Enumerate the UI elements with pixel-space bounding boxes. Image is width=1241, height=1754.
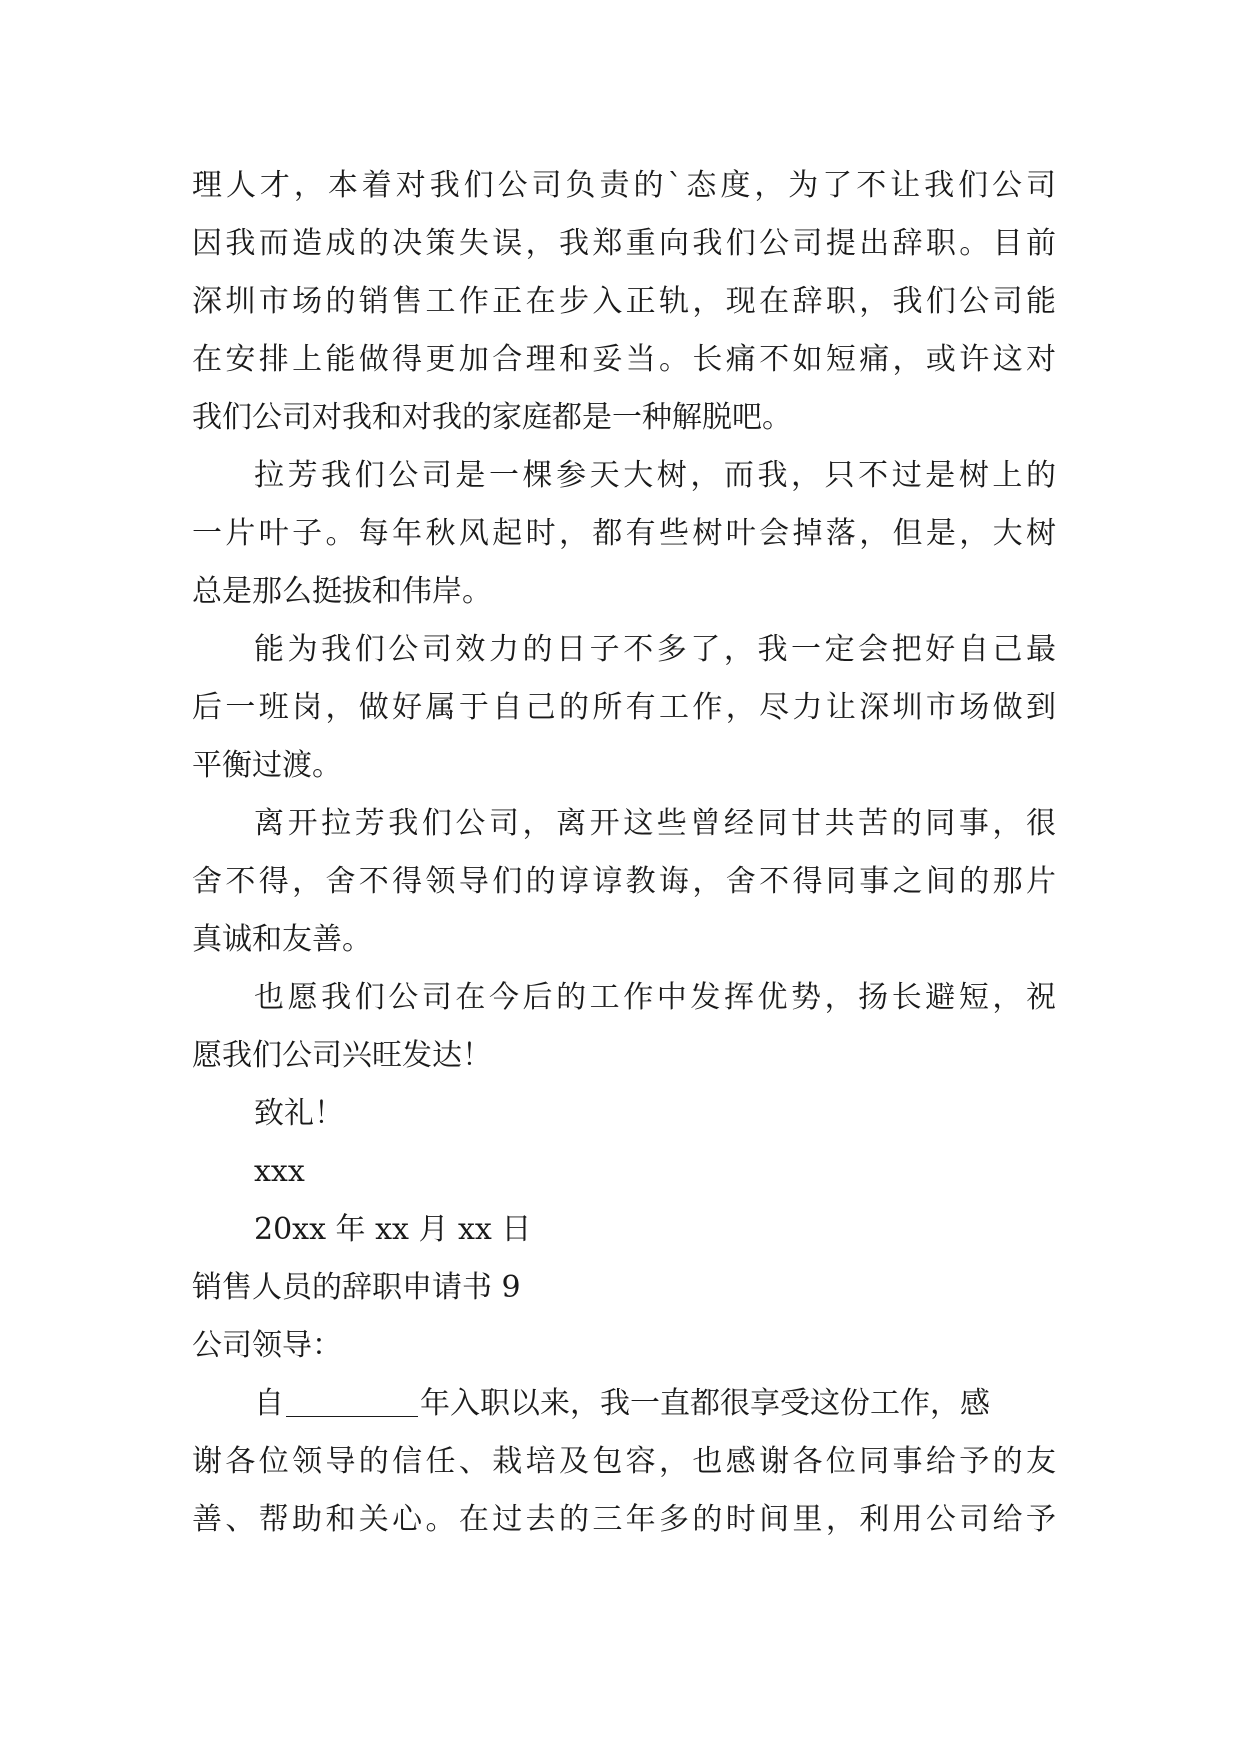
letter-salutation: 公司领导：: [192, 1328, 342, 1363]
document-body: [192, 157, 1056, 1549]
signature-name: xxx: [254, 1154, 305, 1189]
text-line: 善、帮助和关心。在过去的三年多的时间里，利用公司给予: [192, 1502, 1056, 1537]
text-line: 在安排上能做得更加合理和妥当。长痛不如短痛，或许这对: [192, 342, 1056, 377]
text-line: 深圳市场的销售工作正在步入正轨，现在辞职，我们公司能: [192, 284, 1056, 319]
text-fragment: 自: [254, 1386, 284, 1421]
signature-date: 20xx 年 xx 月 xx 日: [254, 1212, 532, 1247]
text-line: 能为我们公司效力的日子不多了，我一定会把好自己最: [254, 632, 1056, 667]
text-line: 因我而造成的决策失误，我郑重向我们公司提出辞职。目前: [192, 226, 1056, 261]
text-line-with-blank: [192, 1375, 1056, 1433]
text-line: 一片叶子。每年秋风起时，都有些树叶会掉落，但是，大树: [192, 516, 1056, 551]
text-line: 我们公司对我和对我的家庭都是一种解脱吧。: [192, 400, 792, 435]
text-line: 理人才，本着对我们公司负责的`态度，为了不让我们公司: [192, 168, 1056, 203]
text-line: 也愿我们公司在今后的工作中发挥优势，扬长避短，祝: [254, 980, 1056, 1015]
text-line: 舍不得，舍不得领导们的谆谆教诲，舍不得同事之间的那片: [192, 864, 1056, 899]
fill-in-blank: [286, 1384, 418, 1417]
text-line: 真诚和友善。: [192, 922, 372, 957]
text-line: 谢各位领导的信任、栽培及包容，也感谢各位同事给予的友: [192, 1444, 1056, 1479]
text-fragment: 年入职以来，我一直都很享受这份工作，感: [420, 1386, 990, 1421]
text-line: 拉芳我们公司是一棵参天大树，而我，只不过是树上的: [254, 458, 1056, 493]
text-line: 后一班岗，做好属于自己的所有工作，尽力让深圳市场做到: [192, 690, 1056, 725]
section-title: 销售人员的辞职申请书 9: [192, 1270, 521, 1305]
text-line: 愿我们公司兴旺发达！: [192, 1038, 492, 1073]
text-line: 总是那么挺拔和伟岸。: [192, 574, 492, 609]
text-line: 平衡过渡。: [192, 748, 342, 783]
closing-salutation: 致礼！: [254, 1096, 344, 1131]
text-line: 离开拉芳我们公司，离开这些曾经同甘共苦的同事，很: [254, 806, 1056, 841]
